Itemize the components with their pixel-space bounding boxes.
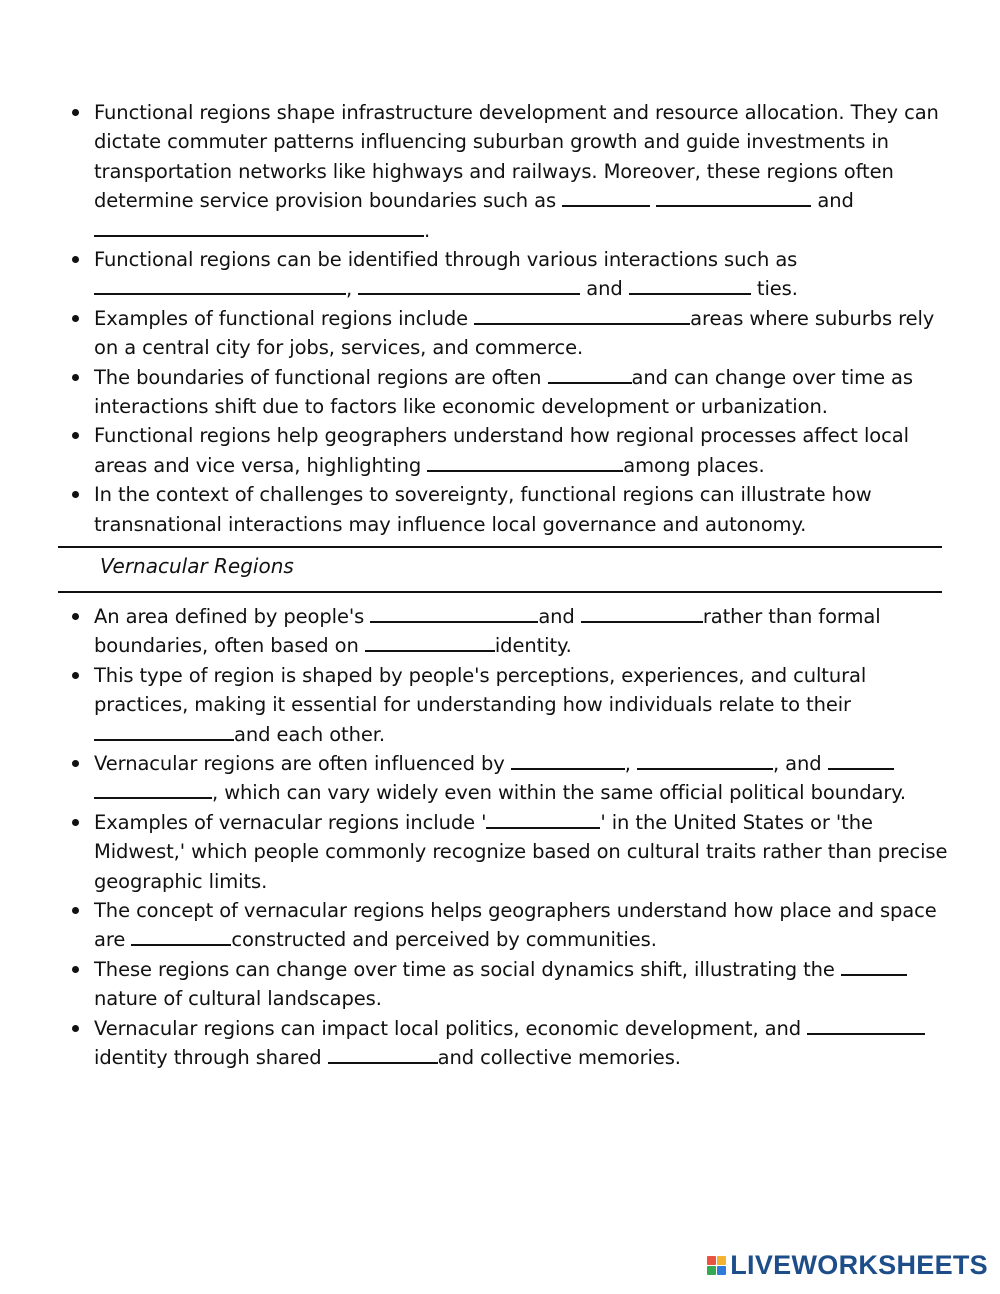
answer-blank[interactable] <box>841 956 907 976</box>
list-item: In the context of challenges to sovereignty, functional regions can illustrate how transnational interactions may influence local governance and autonomy. <box>72 480 952 539</box>
list-item: Vernacular regions can impact local politics, economic development, and identity through shared and collective memories. <box>72 1014 952 1073</box>
answer-blank[interactable] <box>358 275 580 295</box>
answer-blank[interactable] <box>656 187 811 207</box>
answer-blank[interactable] <box>548 364 632 384</box>
section-title: Vernacular Regions <box>100 554 294 578</box>
answer-blank[interactable] <box>562 187 650 207</box>
answer-blank[interactable] <box>807 1015 925 1035</box>
answer-blank[interactable] <box>427 452 623 472</box>
answer-blank[interactable] <box>637 750 773 770</box>
answer-blank[interactable] <box>828 750 894 770</box>
list-item: The concept of vernacular regions helps geographers understand how place and space are constructed and perceived by communities. <box>72 896 952 955</box>
answer-blank[interactable] <box>328 1044 438 1064</box>
list-item: The boundaries of functional regions are often and can change over time as interactions shift due to factors like economic development or urbanization. <box>72 363 952 422</box>
list-item: These regions can change over time as social dynamics shift, illustrating the nature of cultural landscapes. <box>72 955 952 1014</box>
answer-blank[interactable] <box>94 721 234 741</box>
functional-regions-list <box>72 98 952 539</box>
answer-blank[interactable] <box>581 603 703 623</box>
answer-blank[interactable] <box>474 305 690 325</box>
vernacular-regions-list <box>72 602 952 1073</box>
list-item: Functional regions shape infrastructure development and resource allocation. They can dictate commuter patterns influencing suburban growth and guide investments in transportation networks like highways and railways. Moreover, these regions often determine service provision boundaries such as and . <box>72 98 952 245</box>
liveworksheets-logo[interactable] <box>707 1250 988 1281</box>
list-item: Functional regions help geographers understand how regional processes affect local areas and vice versa, highlighting among places. <box>72 421 952 480</box>
section-divider-top <box>58 546 942 548</box>
section-divider-bottom <box>58 591 942 593</box>
answer-blank[interactable] <box>629 275 751 295</box>
liveworksheets-logo-icon <box>707 1256 726 1275</box>
answer-blank[interactable] <box>365 632 495 652</box>
list-item: Functional regions can be identified through various interactions such as , and ties. <box>72 245 952 304</box>
answer-blank[interactable] <box>370 603 538 623</box>
list-item: Examples of functional regions include areas where suburbs rely on a central city for jobs, services, and commerce. <box>72 304 952 363</box>
logo-tile <box>717 1256 726 1265</box>
answer-blank[interactable] <box>511 750 625 770</box>
logo-tile <box>707 1256 716 1265</box>
list-item: Examples of vernacular regions include ' ' in the United States or 'the Midwest,' which people commonly recognize based on cultural traits rather than precise geographic limits. <box>72 808 952 896</box>
logo-tile <box>707 1266 716 1275</box>
answer-blank[interactable] <box>486 809 600 829</box>
answer-blank[interactable] <box>94 779 212 799</box>
answer-blank[interactable] <box>94 217 424 237</box>
answer-blank[interactable] <box>131 926 231 946</box>
list-item: An area defined by people's and rather than formal boundaries, often based on identity. <box>72 602 952 661</box>
list-item: Vernacular regions are often influenced by , , and , which can vary widely even within the same official political boundary. <box>72 749 952 808</box>
liveworksheets-logo-text: LIVEWORKSHEETS <box>730 1250 988 1280</box>
logo-tile <box>717 1266 726 1275</box>
answer-blank[interactable] <box>94 275 346 295</box>
list-item: This type of region is shaped by people's perceptions, experiences, and cultural practices, making it essential for understanding how individuals relate to their and each other. <box>72 661 952 749</box>
